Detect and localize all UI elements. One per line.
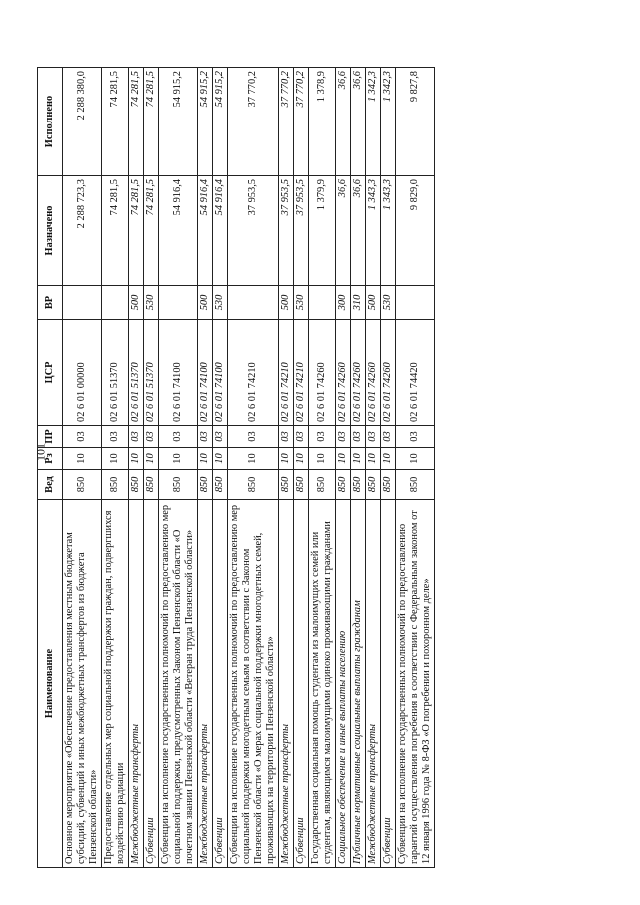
table-row (228, 68, 279, 868)
cell-csr: 02 6 01 74210 (294, 320, 309, 426)
cell-csr: 02 6 01 74210 (279, 320, 294, 426)
cell-vr: 300 (336, 286, 351, 320)
cell-rz: 10 (309, 448, 336, 470)
cell-vr: 530 (213, 286, 228, 320)
cell-rz: 10 (294, 448, 309, 470)
table-row (351, 68, 366, 868)
cell-pr: 03 (381, 426, 396, 448)
cell-csr: 02 6 01 74260 (336, 320, 351, 426)
cell-pr: 03 (102, 426, 129, 448)
cell-csr: 02 6 01 74260 (366, 320, 381, 426)
budget-table (37, 67, 435, 868)
cell-pr: 03 (366, 426, 381, 448)
rotated-page-content (37, 68, 603, 868)
cell-vr (63, 286, 102, 320)
cell-csr: 02 6 01 51370 (129, 320, 144, 426)
cell-name: Субвенции (381, 500, 396, 868)
header-ved: Вед (38, 470, 63, 500)
cell-rz: 10 (159, 448, 198, 470)
cell-executed: 36,6 (351, 68, 366, 176)
cell-name: Субвенции (144, 500, 159, 868)
table-row (381, 68, 396, 868)
cell-assigned: 54 916,4 (198, 176, 213, 286)
cell-assigned: 36,6 (336, 176, 351, 286)
cell-ved: 850 (309, 470, 336, 500)
cell-csr: 02 6 01 74260 (351, 320, 366, 426)
cell-executed: 54 915,2 (198, 68, 213, 176)
cell-rz: 10 (366, 448, 381, 470)
cell-assigned: 74 281,5 (144, 176, 159, 286)
cell-assigned: 54 916,4 (213, 176, 228, 286)
cell-vr: 530 (144, 286, 159, 320)
table-row (336, 68, 351, 868)
cell-name: Межбюджетные трансферты (198, 500, 213, 868)
cell-vr (228, 286, 279, 320)
cell-executed: 1 378,9 (309, 68, 336, 176)
cell-assigned: 74 281,5 (102, 176, 129, 286)
cell-name: Социальное обеспечение и иные выплаты населению (336, 500, 351, 868)
cell-pr: 03 (198, 426, 213, 448)
page-number: 101 (33, 443, 48, 461)
cell-vr: 500 (279, 286, 294, 320)
cell-csr: 02 6 01 74100 (213, 320, 228, 426)
header-pr: ПР (38, 426, 63, 448)
table-header-row (38, 68, 63, 868)
table-row (213, 68, 228, 868)
header-rz: Рз (38, 448, 63, 470)
cell-pr: 03 (279, 426, 294, 448)
cell-ved: 850 (144, 470, 159, 500)
cell-name: Публичные нормативные социальные выплаты гражданам (351, 500, 366, 868)
cell-executed: 9 827,8 (396, 68, 435, 176)
cell-vr (396, 286, 435, 320)
cell-assigned: 74 281,5 (129, 176, 144, 286)
cell-assigned: 9 829,0 (396, 176, 435, 286)
header-name: Наименование (38, 500, 63, 868)
table-row (129, 68, 144, 868)
cell-name: Основное мероприятие «Обеспечение предоставления местным бюджетам субсидий, субвенций и иных межбюджетных трансфертов из бюджета Пензенской области» (63, 500, 102, 868)
cell-vr: 500 (129, 286, 144, 320)
cell-ved: 850 (198, 470, 213, 500)
table-row (294, 68, 309, 868)
cell-name: Субвенции на исполнение государственных полномочий по предоставлению мер социальной поддержки, предусмотренных Законом Пензенской области «О почетном звании Пензенской области «Ветеран труда Пензенской области» (159, 500, 198, 868)
cell-csr: 02 6 01 74420 (396, 320, 435, 426)
cell-executed: 2 288 380,0 (63, 68, 102, 176)
cell-assigned: 54 916,4 (159, 176, 198, 286)
cell-pr: 03 (159, 426, 198, 448)
cell-pr: 03 (309, 426, 336, 448)
cell-name: Субвенции на исполнение государственных полномочий по предоставлению гарантий осуществления погребения в соответствии с Федеральным законом от 12 января 1996 года № 8-ФЗ «О погребении и похоронном деле» (396, 500, 435, 868)
cell-name: Предоставление отдельных мер социальной поддержки граждан, подвергшихся воздействию радиации (102, 500, 129, 868)
cell-pr: 03 (351, 426, 366, 448)
cell-name: Межбюджетные трансферты (129, 500, 144, 868)
cell-ved: 850 (396, 470, 435, 500)
cell-executed: 37 770,2 (294, 68, 309, 176)
cell-ved: 850 (159, 470, 198, 500)
cell-executed: 36,6 (336, 68, 351, 176)
cell-vr: 530 (294, 286, 309, 320)
cell-rz: 10 (144, 448, 159, 470)
table-row (198, 68, 213, 868)
cell-assigned: 37 953,5 (279, 176, 294, 286)
cell-vr (309, 286, 336, 320)
table-row (144, 68, 159, 868)
cell-name: Межбюджетные трансферты (366, 500, 381, 868)
cell-rz: 10 (63, 448, 102, 470)
cell-rz: 10 (102, 448, 129, 470)
cell-ved: 850 (63, 470, 102, 500)
table-row (309, 68, 336, 868)
cell-rz: 10 (228, 448, 279, 470)
cell-vr: 530 (381, 286, 396, 320)
cell-csr: 02 6 01 74260 (309, 320, 336, 426)
cell-name: Субвенции (213, 500, 228, 868)
cell-name: Субвенции (294, 500, 309, 868)
cell-vr (102, 286, 129, 320)
cell-pr: 03 (228, 426, 279, 448)
cell-pr: 03 (129, 426, 144, 448)
cell-assigned: 36,6 (351, 176, 366, 286)
cell-ved: 850 (366, 470, 381, 500)
cell-executed: 37 770,2 (228, 68, 279, 176)
table-row (279, 68, 294, 868)
cell-assigned: 1 343,3 (381, 176, 396, 286)
cell-csr: 02 6 01 51370 (102, 320, 129, 426)
cell-executed: 74 281,5 (129, 68, 144, 176)
cell-csr: 02 6 01 00000 (63, 320, 102, 426)
cell-pr: 03 (63, 426, 102, 448)
cell-rz: 10 (351, 448, 366, 470)
cell-vr: 310 (351, 286, 366, 320)
cell-pr: 03 (336, 426, 351, 448)
cell-assigned: 2 288 723,3 (63, 176, 102, 286)
cell-pr: 03 (396, 426, 435, 448)
cell-name: Государственная социальная помощь студентам из малоимущих семей или студентам, являющимся малоимущими одиноко проживающими гражданами (309, 500, 336, 868)
cell-assigned: 1 379,9 (309, 176, 336, 286)
cell-ved: 850 (228, 470, 279, 500)
table-row (63, 68, 102, 868)
header-assigned: Назначено (38, 176, 63, 286)
cell-rz: 10 (198, 448, 213, 470)
table-row (102, 68, 129, 868)
cell-rz: 10 (396, 448, 435, 470)
header-csr: ЦСР (38, 320, 63, 426)
cell-executed: 1 342,3 (366, 68, 381, 176)
cell-assigned: 37 953,5 (294, 176, 309, 286)
cell-executed: 1 342,3 (381, 68, 396, 176)
cell-pr: 03 (213, 426, 228, 448)
cell-ved: 850 (213, 470, 228, 500)
header-executed: Исполнено (38, 68, 63, 176)
cell-rz: 10 (129, 448, 144, 470)
cell-executed: 54 915,2 (159, 68, 198, 176)
cell-ved: 850 (129, 470, 144, 500)
cell-rz: 10 (213, 448, 228, 470)
cell-ved: 850 (336, 470, 351, 500)
cell-ved: 850 (381, 470, 396, 500)
cell-csr: 02 6 01 74210 (228, 320, 279, 426)
cell-executed: 54 915,2 (213, 68, 228, 176)
cell-vr (159, 286, 198, 320)
table-row (159, 68, 198, 868)
cell-rz: 10 (381, 448, 396, 470)
cell-pr: 03 (144, 426, 159, 448)
header-vr: ВР (38, 286, 63, 320)
cell-ved: 850 (279, 470, 294, 500)
cell-assigned: 37 953,5 (228, 176, 279, 286)
cell-rz: 10 (336, 448, 351, 470)
cell-csr: 02 6 01 51370 (144, 320, 159, 426)
cell-pr: 03 (294, 426, 309, 448)
cell-rz: 10 (279, 448, 294, 470)
table-row (396, 68, 435, 868)
table-body (63, 68, 435, 868)
cell-csr: 02 6 01 74100 (198, 320, 213, 426)
cell-name: Межбюджетные трансферты (279, 500, 294, 868)
cell-vr: 500 (198, 286, 213, 320)
cell-executed: 37 770,2 (279, 68, 294, 176)
cell-name: Субвенции на исполнение государственных полномочий по предоставлению мер социальной поддержки многодетным семьям в соответствии с Законом Пензенской области «О мерах социальной поддержки многодетных семей, проживающих на территории Пензенской области» (228, 500, 279, 868)
cell-vr: 500 (366, 286, 381, 320)
cell-ved: 850 (351, 470, 366, 500)
cell-ved: 850 (102, 470, 129, 500)
cell-ved: 850 (294, 470, 309, 500)
cell-csr: 02 6 01 74100 (159, 320, 198, 426)
cell-assigned: 1 343,3 (366, 176, 381, 286)
cell-executed: 74 281,5 (144, 68, 159, 176)
cell-executed: 74 281,5 (102, 68, 129, 176)
table-row (366, 68, 381, 868)
cell-csr: 02 6 01 74260 (381, 320, 396, 426)
